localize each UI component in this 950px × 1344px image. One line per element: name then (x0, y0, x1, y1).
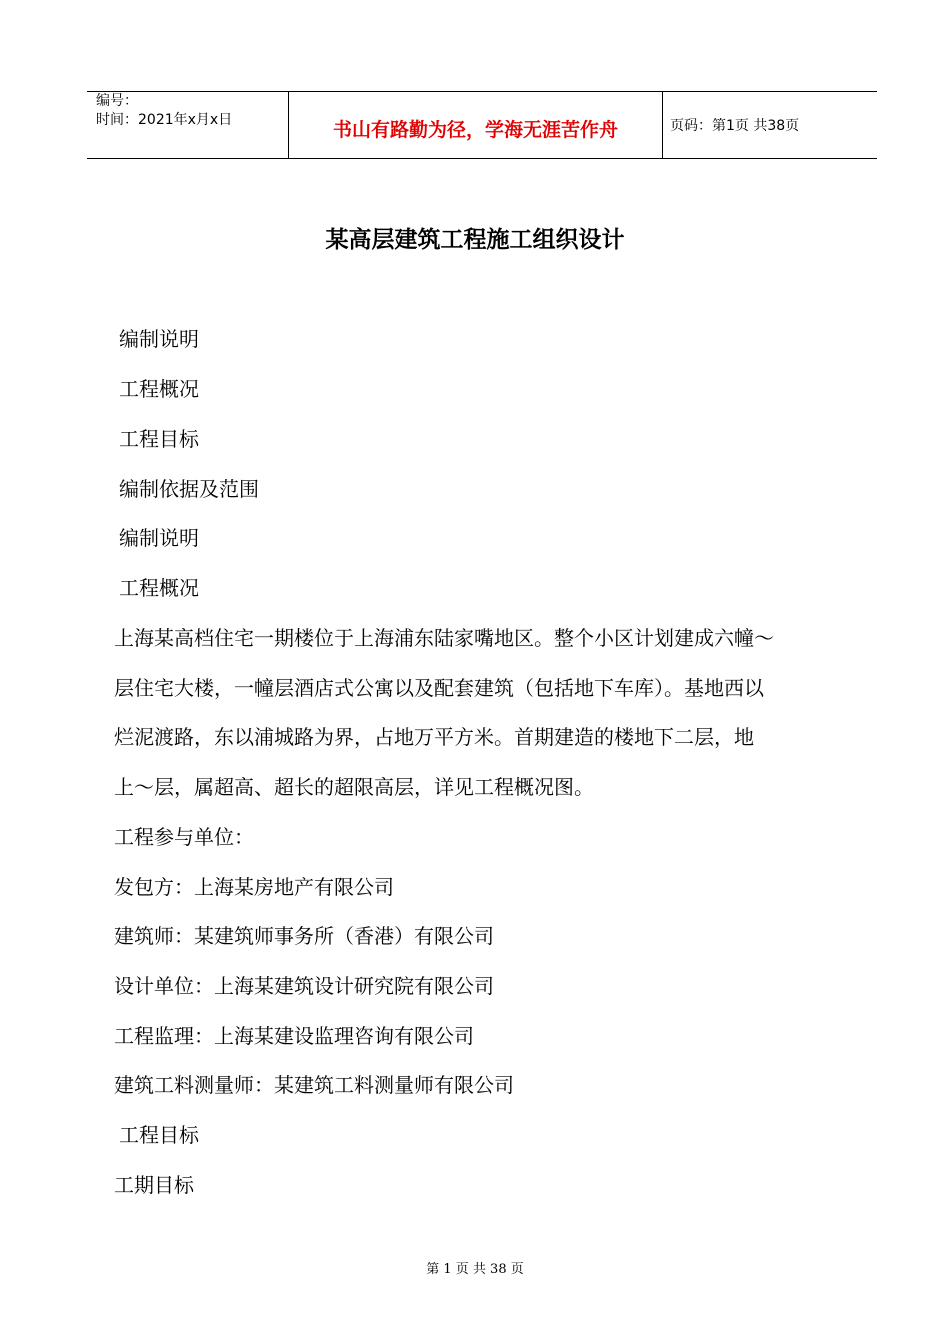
toc-item: 编制说明 (119, 327, 199, 351)
document-number: 编号： (96, 93, 138, 109)
page-footer: 第 1 页 共 38 页 (426, 1262, 524, 1277)
document-title: 某高层建筑工程施工组织设计 (325, 226, 625, 253)
document-header (87, 91, 877, 159)
participants-heading: 工程参与单位： (114, 825, 254, 849)
paragraph-line: 烂泥渡路，东以浦城路为界，占地万平方米。首期建造的楼地下二层，地 (114, 725, 754, 749)
page-code: 页码：第1页 共38页 (670, 118, 800, 134)
header-page-cell (662, 92, 877, 158)
document-time: 时间：2021年x月x日 (96, 112, 233, 128)
toc-item: 编制依据及范围 (119, 477, 259, 501)
paragraph-line: 上海某高档住宅一期楼位于上海浦东陆家嘴地区。整个小区计划建成六幢～ (114, 626, 774, 650)
participant-line: 发包方：上海某房地产有限公司 (114, 875, 394, 899)
participant-line: 工程监理：上海某建设监理咨询有限公司 (114, 1024, 474, 1048)
toc-item: 工程目标 (119, 427, 199, 451)
section-heading-schedule: 工期目标 (114, 1173, 194, 1197)
toc-item: 编制说明 (119, 526, 199, 550)
toc-item: 工程概况 (119, 576, 199, 600)
motto-text: 书山有路勤为径，学海无涯苦作舟 (332, 119, 618, 141)
header-info-cell (87, 92, 288, 158)
section-heading-goal: 工程目标 (119, 1123, 199, 1147)
toc-item: 工程概况 (119, 377, 199, 401)
participant-line: 建筑师：某建筑师事务所（香港）有限公司 (114, 924, 494, 948)
paragraph-line: 层住宅大楼，一幢层酒店式公寓以及配套建筑（包括地下车库）。基地西以 (114, 676, 764, 700)
header-motto-cell (288, 92, 663, 158)
paragraph-line: 上～层，属超高、超长的超限高层，详见工程概况图。 (114, 775, 594, 799)
participant-line: 建筑工料测量师：某建筑工料测量师有限公司 (114, 1073, 514, 1097)
participant-line: 设计单位：上海某建筑设计研究院有限公司 (114, 974, 494, 998)
